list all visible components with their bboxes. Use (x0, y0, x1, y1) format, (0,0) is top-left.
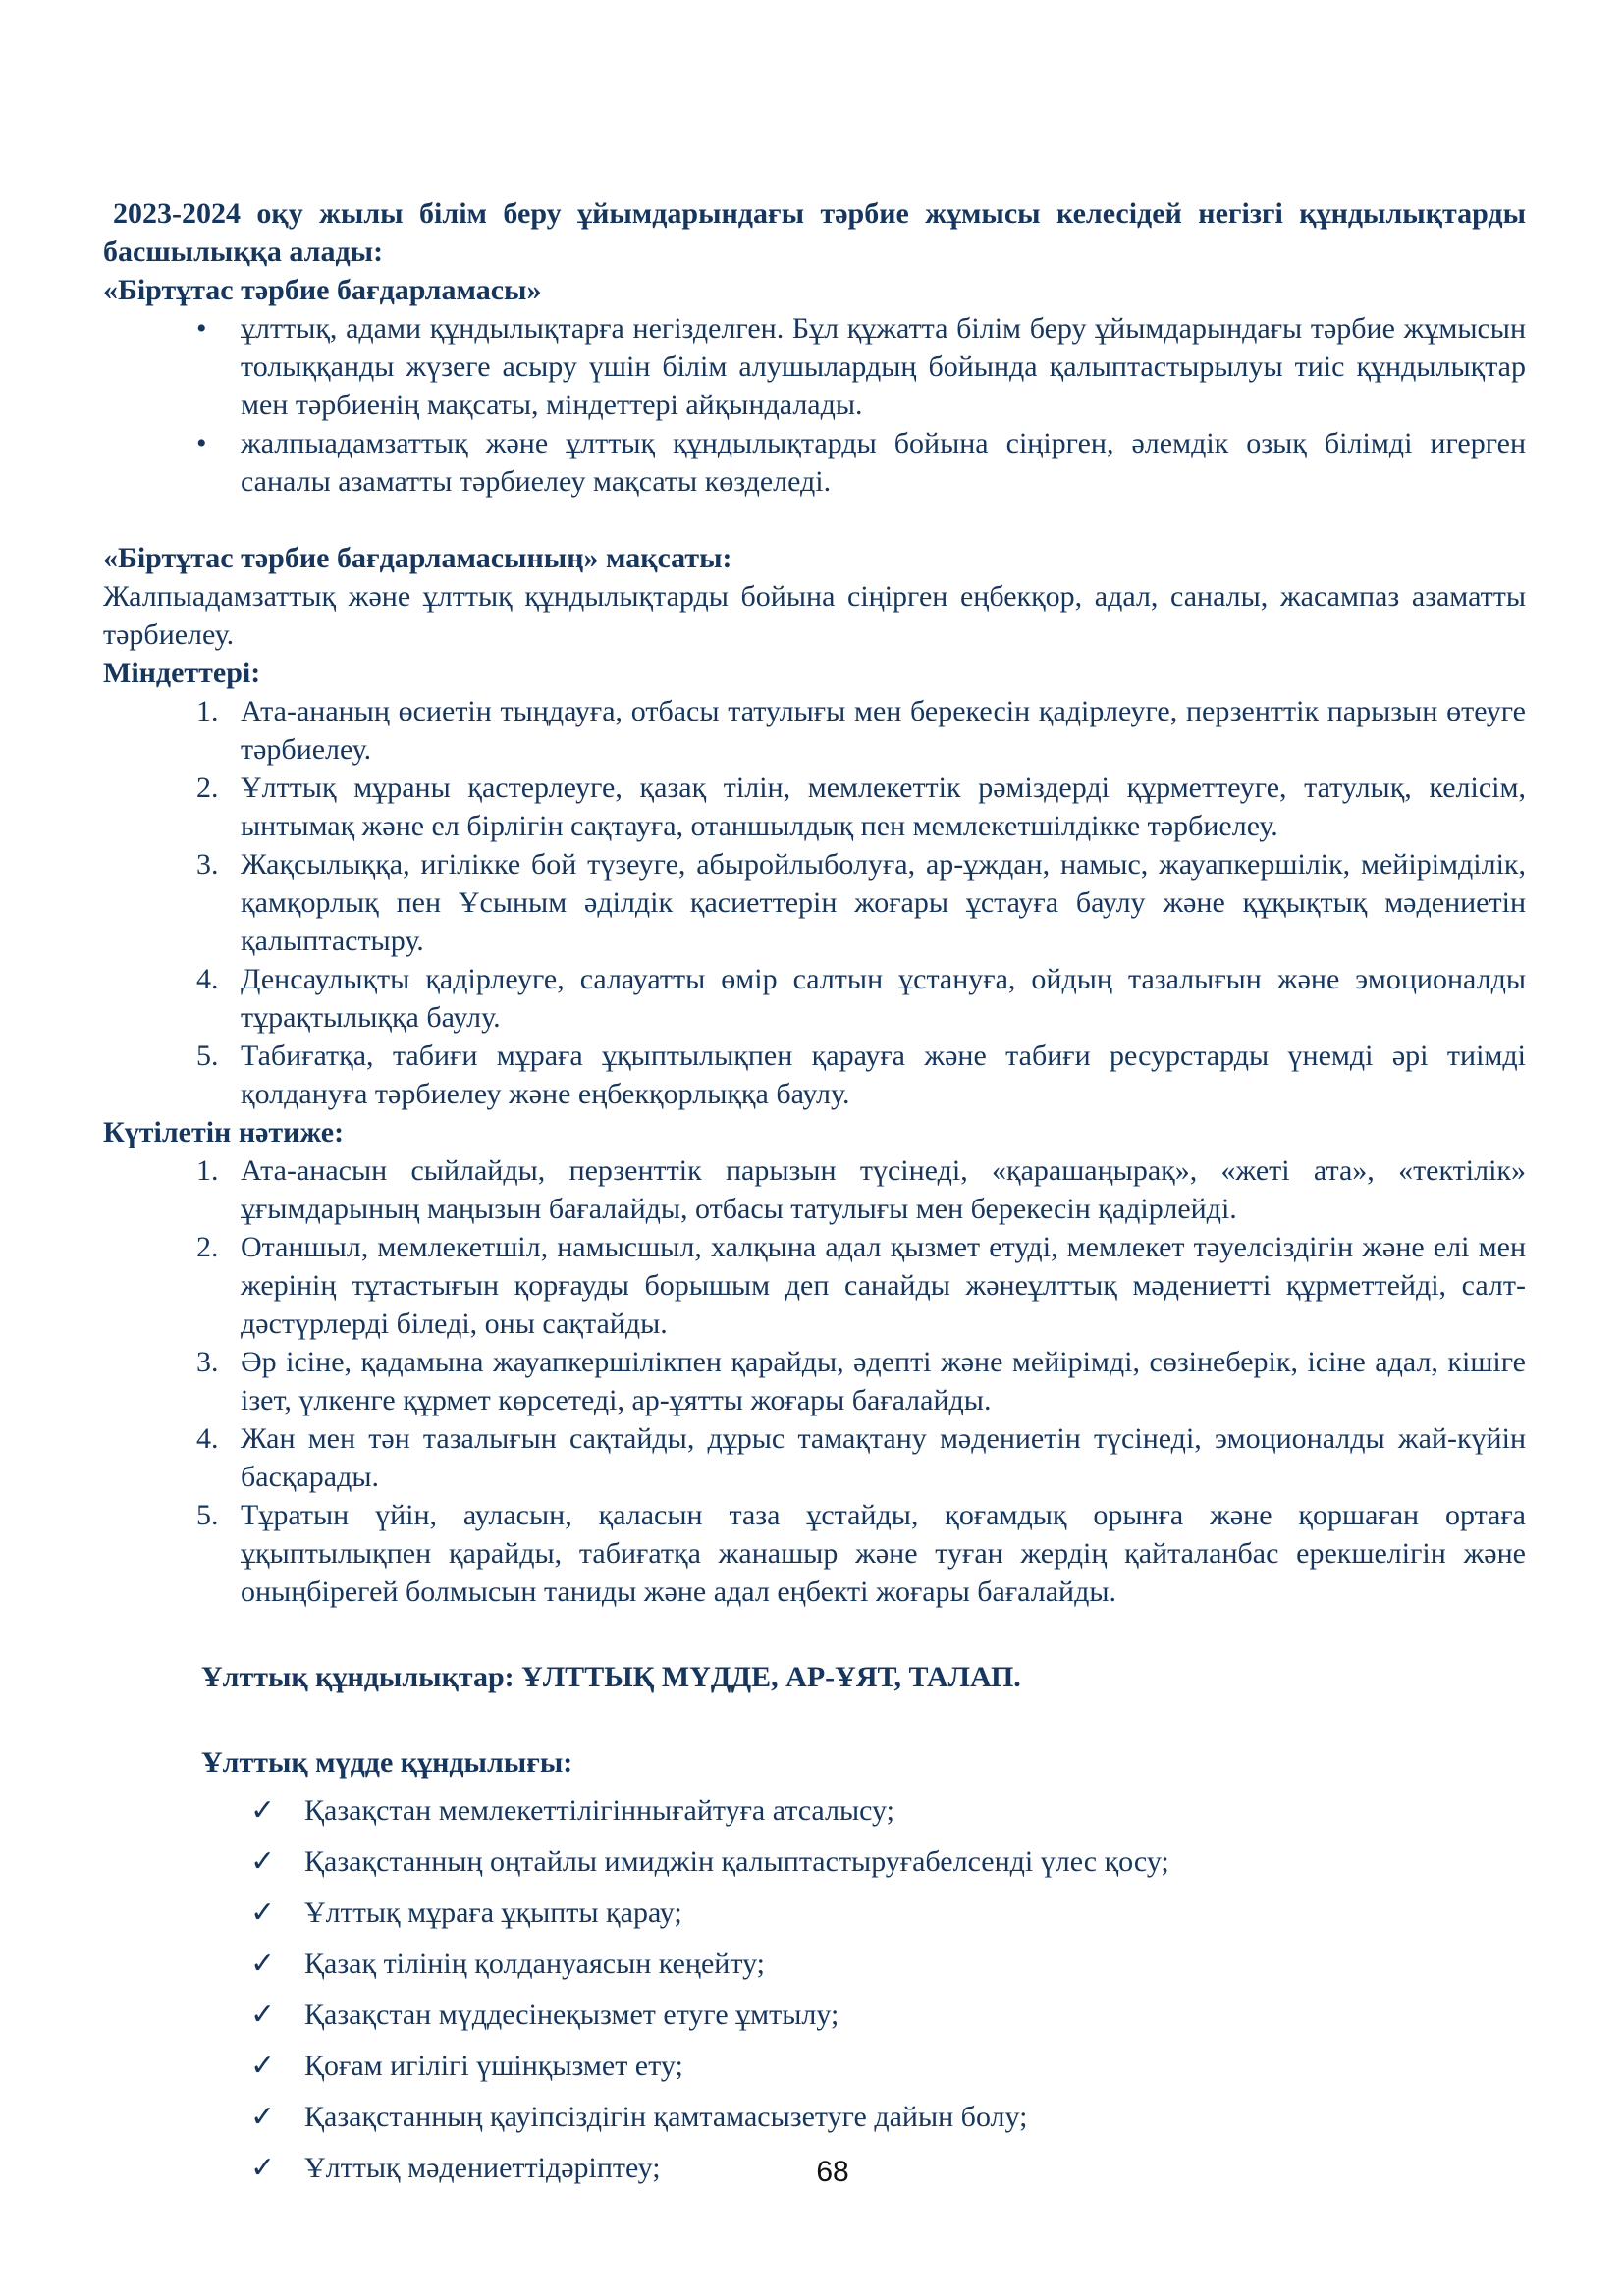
list-item (103, 1496, 1526, 1611)
bullet-icon: • (196, 427, 207, 459)
list-item (103, 1151, 1526, 1228)
list-number: 2. (196, 1231, 219, 1263)
list-number: 1. (196, 695, 219, 727)
check-icon: ✓ (250, 1845, 276, 1878)
expected-results-list (103, 1151, 1526, 1611)
check-icon: ✓ (250, 2152, 276, 2184)
list-item (103, 960, 1526, 1037)
list-number: 5. (196, 1040, 219, 1072)
list-item (103, 845, 1526, 960)
tasks-heading: Міндеттері: (103, 657, 261, 689)
tasks-list (103, 692, 1526, 1113)
list-item (103, 1894, 1526, 1932)
list-item-text: Ата-анасын сыйлайды, перзенттік парызын түсінеді, «қарашаңырақ», «жеті ата», «тектілік» ұғымдарының маңызын бағалайды, отбасы татулығы мен берекесін қадірлейді. (241, 1154, 1526, 1225)
list-item-text: Ұлттық мұраға ұқыпты қарау; (304, 1896, 682, 1929)
bullet-icon: • (196, 312, 207, 345)
list-item-text: Қазақ тілінің қолдануаясын кеңейту; (304, 1948, 766, 1980)
intro-bullet-list (103, 309, 1526, 501)
list-item (103, 1419, 1526, 1496)
list-number: 4. (196, 1422, 219, 1455)
national-interest-subheading: Ұлттық мүдде құндылығы: (201, 1746, 573, 1779)
check-icon: ✓ (250, 1794, 276, 1827)
list-item-text: Ата-ананың өсиетін тыңдауға, отбасы татулығы мен берекесін қадірлеуге, перзенттік парызын өтеуге тәрбиелеу. (241, 695, 1526, 766)
list-number: 5. (196, 1499, 219, 1531)
list-item (103, 1996, 1526, 2034)
list-item-text: Жақсылыққа, игілікке бой түзеуге, абыройлыболуға, ар-ұждан, намыс, жауапкершілік, мейірімділік, қамқорлық пен Ұсыным әділдік қасиеттерін жоғары ұстауға баулу және құқықтық мәдениетін қалыптастыру. (241, 848, 1526, 957)
list-item (103, 1945, 1526, 1983)
goal-text: Жалпыадамзаттық және ұлттық құндылықтарды бойына сіңірген еңбекқор, адал, саналы, жасампаз азаматты тәрбиелеу. (103, 580, 1526, 651)
check-icon: ✓ (250, 1896, 276, 1929)
list-item-text: Ұлттық мұраны қастерлеуге, қазақ тілін, мемлекеттік рәміздерді құрметтеуге, татулық, келісім, ынтымақ және ел бірлігін сақтауға, отаншылдық пен мемлекетшілдікке тәрбиелеу. (241, 772, 1526, 842)
list-item-text: Қазақстан мүддесінеқызмет етуге ұмтылу; (304, 1999, 839, 2031)
list-item-text: Әр ісіне, қадамына жауапкершілікпен қарайды, әдепті және мейірімді, сөзінеберік, ісіне адал, кішіге ізет, үлкенге құрмет көрсетеді, ар-ұятты жоғары бағалайды. (241, 1346, 1526, 1416)
list-item-text: Қазақстанның қауіпсіздігін қамтамасызетуге дайын болу; (304, 2101, 1028, 2133)
expected-results-heading: Күтілетін нәтиже: (103, 1116, 345, 1148)
list-item (103, 2098, 1526, 2136)
list-item (103, 1343, 1526, 1419)
intro-paragraph: 2023-2024 оқу жылы білім беру ұйымдарындағы тәрбие жұмысы келесідей негізгі құндылықтарды басшылыққа алады: (103, 197, 1526, 268)
list-item (103, 769, 1526, 845)
list-item-text: Жан мен тән тазалығын сақтайды, дұрыс тамақтану мәдениетін түсінеді, эмоционалды жай-күйін басқарады. (241, 1422, 1526, 1493)
list-item-text: Қазақстанның оңтайлы имиджін қалыптастыруғабелсенді үлес қосу; (304, 1845, 1169, 1878)
list-item (103, 424, 1526, 501)
page-number: 68 (816, 2156, 849, 2188)
list-number: 3. (196, 848, 219, 881)
list-number: 4. (196, 963, 219, 995)
list-item-text: Қоғам игілігі үшінқызмет ету; (304, 2050, 683, 2082)
list-item (103, 1228, 1526, 1343)
list-item-text: Тұратын үйін, ауласын, қаласын таза ұстайды, қоғамдық орынға және қоршаған ортаға ұқыптылықпен қарайды, табиғатқа жанашыр және туған жердің қайталанбас ерекшелігін және оныңбірегей болмысын таниды және адал еңбекті жоғары бағалайды. (241, 1499, 1526, 1608)
list-number: 3. (196, 1346, 219, 1378)
national-values-heading: Ұлттық құндылықтар: ҰЛТТЫҚ МҮДДЕ, АР-ҰЯТ, ТАЛАП. (201, 1661, 1021, 1693)
goal-heading: «Біртұтас тәрбие бағдарламасының» мақсаты: (103, 542, 732, 574)
list-item-text: Денсаулықты қадірлеуге, салауатты өмір салтын ұстануға, ойдың тазалығын және эмоционалды тұрақтылыққа баулу. (241, 963, 1526, 1034)
national-interest-check-list (103, 1791, 1526, 2187)
check-icon: ✓ (250, 2101, 276, 2133)
check-icon: ✓ (250, 2050, 276, 2082)
list-item (103, 1037, 1526, 1113)
list-item-text: Отаншыл, мемлекетшіл, намысшыл, халқына адал қызмет етуді, мемлекет тәуелсіздігін және елі мен жерінің тұтастығын қорғауды борышым деп санайды жәнеұлттық мәдениетті құрметтейді, салт-дәстүрлерді біледі, оны сақтайды. (241, 1231, 1526, 1340)
list-item (103, 2047, 1526, 2085)
list-item-text: ұлттық, адами құндылықтарға негізделген. Бұл құжатта білім беру ұйымдарындағы тәрбие жұмысын толыққанды жүзеге асыру үшін білім алушылардың бойында қалыптастырылуы тиіс құндылықтар мен тәрбиенің мақсаты, міндеттері айқындалады. (241, 312, 1526, 421)
document-content (103, 194, 1526, 2200)
list-item-text: Қазақстан мемлекеттілігіннығайтуға атсалысу; (304, 1794, 894, 1827)
list-item-text: жалпыадамзаттық және ұлттық құндылықтарды бойына сіңірген, әлемдік озық білімді игерген саналы азаматты тәрбиелеу мақсаты көзделеді. (241, 427, 1526, 498)
list-item (103, 309, 1526, 424)
list-item-text: Табиғатқа, табиғи мұраға ұқыптылықпен қарауға және табиғи ресурстарды үнемді әрі тиімді қолдануға тәрбиелеу және еңбекқорлыққа баулу. (241, 1040, 1526, 1110)
check-icon: ✓ (250, 1948, 276, 1980)
program-title: «Біртұтас тәрбие бағдарламасы» (103, 274, 542, 306)
list-item (103, 692, 1526, 769)
list-item-text: Ұлттық мәдениеттідәріптеу; (304, 2152, 661, 2184)
list-item (103, 1842, 1526, 1881)
list-number: 2. (196, 772, 219, 804)
list-number: 1. (196, 1154, 219, 1187)
check-icon: ✓ (250, 1999, 276, 2031)
list-item (103, 1791, 1526, 1830)
